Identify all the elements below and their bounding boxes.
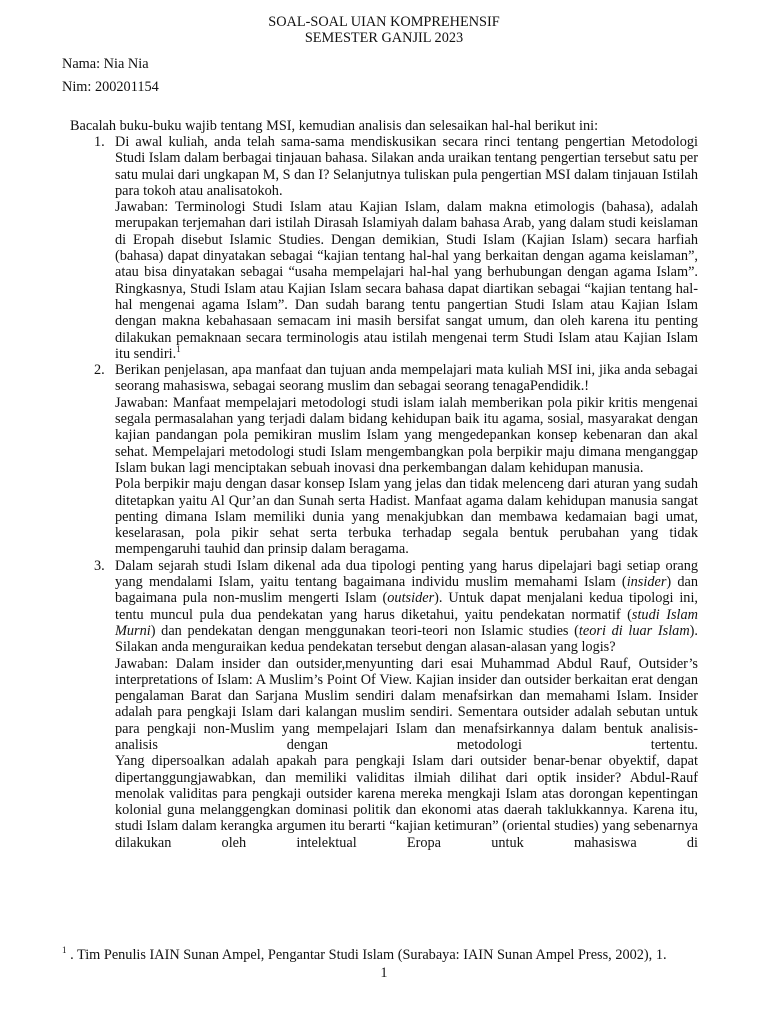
question-fragment: ). Untuk dapat menjalani kedua tipologi ini, tentu muncul pula dua pendekatan yang harus diketahui, yaitu pendekatan normatif ( xyxy=(115,590,699,623)
term-insider: insider xyxy=(626,574,667,591)
question-fragment: ) dan bagaimana pula non-muslim mengerti Islam ( xyxy=(115,574,698,607)
footnote-mark: 1 xyxy=(62,945,67,956)
question-fragment: ) dan pendekatan dengan menggunakan teori-teori non Islamic studies ( xyxy=(150,622,579,639)
question-fragment: ). Silakan anda menguraikan kedua pendekatan tersebut dengan alasan-alasan yang logis? xyxy=(115,622,698,656)
question-number: 2. xyxy=(94,362,105,379)
page-number: 1 xyxy=(380,965,388,981)
question-item-3 xyxy=(0,558,768,851)
answer-body: Jawaban: Terminologi Studi Islam atau Kajian Islam, dalam makna etimologis (bahasa), adalah merupakan terjemahan dari istilah Dirasah Islamiyah dalam bahasa Arab, yang dalam studi keislaman di Eropah disebut Islamic Studies. Dengan demikian, Studi Islam (Kajian Islam) secara harfiah (bahasa) dapat dinyatakan sebagai “kajian tentang hal-hal yang berkaitan dengan agama keislaman”, atau bisa dinyatakan sebagai “usaha mempelajari hal-hal yang berhubungan dengan agama Islam”. Ringkasnya, Studi Islam atau Kajian Islam secara bahasa dapat diartikan sebagai “kajian tentang hal-hal mengenai agama Islam”. Dan sudah barang tentu pangertian Studi Islam atau Kajian Islam dengan makna kebahasaan semacam ini masih bersifat sangat umum, dan oleh karena itu penting dilakukan pemaknaan secara terminologis atau istilah mengenai term Studi Islam atau Kajian Islam itu sendiri. xyxy=(115,199,698,362)
document-header xyxy=(0,14,768,47)
question-list xyxy=(0,134,768,851)
question-text: Berikan penjelasan, apa manfaat dan tujuan anda mempelajari mata kuliah MSI ini, jika anda sebagai seorang mahasiswa, sebagai seorang muslim dan sebagai seorang tenagaPendidik.! xyxy=(115,362,698,395)
instructions: Bacalah buku-buku wajib tentang MSI, kemudian analisis dan selesaikan hal-hal berikut ini: xyxy=(70,118,599,134)
answer-text: Jawaban: Dalam insider dan outsider,menyunting dari esai Muhammad Abdul Rauf, Outsider’s interpretations of Islam: A Muslim’s Point Of View. Kajian insider dan outsider berkaitan erat dengan pengalaman Barat dan Sarjana Muslim sendiri dalam menafsirkan dan memahami Islam. Insider adalah para pengkaji Islam dari kalangan muslim sendiri. Sementara outsider adalah sebutan untuk para pengkaji non-Muslim yang mempelajari Islam dan menafsirkannya dalam bentuk analisis-analisis dengan metodologi tertentu. xyxy=(115,655,698,753)
document-subtitle: SEMESTER GANJIL 2023 xyxy=(304,30,464,47)
footnote-text: . Tim Penulis IAIN Sunan Ampel, Pengantar Studi Islam (Surabaya: IAIN Sunan Ampel Press, 2002), 1. xyxy=(70,947,667,963)
question-number: 3. xyxy=(94,557,105,574)
answer-text-continued: Pola berpikir maju dengan dasar konsep Islam yang jelas dan tidak melenceng dari aturan yang sudah ditetapkan yaitu Al Qur’an dan Sunah serta Hadist. Manfaat agama dalam kehidupan manusia sangat penting dimana Islam memiliki dunia yang menakjubkan dan membawa kedamaian bagi umat, keselarasan, pola pikir sehat serta terbuka terhadap segala bentuk perubahan yang tidak mempengaruhi tauhid dan prinsip dalam beragama. xyxy=(115,476,698,558)
question-item-2 xyxy=(0,362,768,558)
term-studi-islam-murni: studi Islam Murni xyxy=(115,606,698,639)
document-title: SOAL-SOAL UIAN KOMPREHENSIF xyxy=(268,14,500,30)
footnote xyxy=(62,947,722,963)
student-nim: Nim: 200201154 xyxy=(62,79,159,95)
term-teori-di-luar-islam: teori di luar Islam xyxy=(578,622,690,639)
footnote-ref: 1 xyxy=(176,344,181,355)
question-item-1 xyxy=(0,134,768,362)
question-text: Di awal kuliah, anda telah sama-sama mendiskusikan secara rinci tentang pengertian Metodologi Studi Islam dalam berbagai tinjauan bahasa. Silakan anda uraikan tentang pengertian tersebut satu per satu mulai dari ungkapan M, S dan I? Selanjutnya tuliskan pula pengertian MSI dalam tinjauan Istilah para tokoh atau analisatokoh. xyxy=(115,134,698,199)
answer-text-continued: Yang dipersoalkan adalah apakah para pengkaji Islam dari outsider benar-benar obyektif, dapat dipertanggungjawabkan, dan memiliki validitas ilmiah dilihat dari optik insider? Abdul-Rauf menolak validitas para pengkaji outsider karena mereka mengkaji Islam atas dorongan kepentingan kolonial guna melanggengkan dominasi politik dan ekonomi atas daerah taklukkannya. Karena itu, studi Islam dalam kerangka argumen itu berarti “kajian ketimuran” (oriental studies) yang sebenarnya dilakukan oleh intelektual Eropa untuk mahasiswa di xyxy=(115,753,698,851)
term-outsider: outsider xyxy=(387,590,435,607)
answer-text: Jawaban: Manfaat mempelajari metodologi studi islam ialah memberikan pola pikir kritis mengenai segala permasalahan yang terjadi dalam bidang kehidupan baik itu agama, sosial, masyarakat dengan kajian pandangan pola pemikiran muslim Islam yang mengedepankan konsep kebenaran dan akal sehat. Mempelajari metodologi studi Islam mengembangkan pola berpikir maju dimana menganggap Islam bukan lagi menciptakan sebuah inovasi dna perkembangan dalam kehidupan manusia. xyxy=(115,394,698,476)
question-fragment: Dalam sejarah studi Islam dikenal ada dua tipologi penting yang harus dipelajari bagi setiap orang yang mendalami Islam, yaitu tentang bagaimana individu muslim memahami Islam ( xyxy=(115,557,698,591)
student-name: Nama: Nia Nia xyxy=(62,56,149,72)
question-number: 1. xyxy=(94,134,105,150)
answer-text xyxy=(115,199,698,362)
question-text xyxy=(115,558,698,656)
